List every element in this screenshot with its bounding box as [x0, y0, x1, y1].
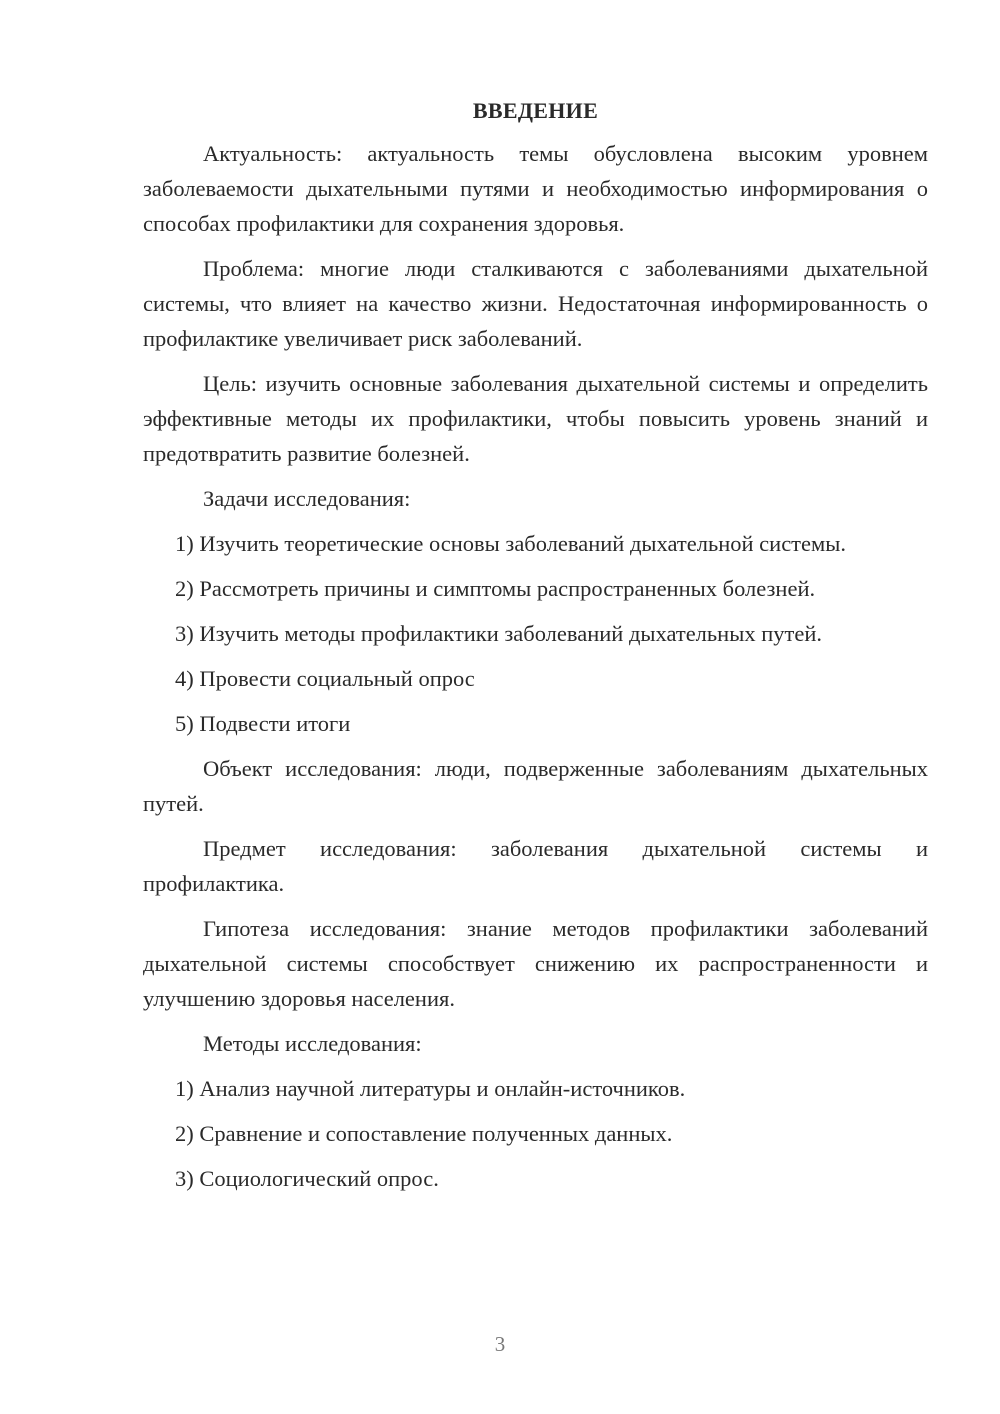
- document-page: [143, 95, 928, 1206]
- subject-paragraph: Предмет исследования: заболевания дыхательной системы и профилактика.: [143, 836, 928, 896]
- document-title: ВВЕДЕНИЕ: [472, 98, 599, 123]
- methods-list: [143, 1071, 928, 1196]
- list-item: 4) Провести социальный опрос: [175, 666, 475, 691]
- problem-paragraph: Проблема: многие люди сталкиваются с заболеваниями дыхательной системы, что влияет на качество жизни. Недостаточная информированность о профилактике увеличивает риск заболеваний.: [143, 256, 928, 351]
- tasks-heading: Задачи исследования:: [203, 486, 411, 511]
- list-item: 1) Анализ научной литературы и онлайн-источников.: [175, 1076, 686, 1101]
- list-item: 2) Сравнение и сопоставление полученных данных.: [175, 1121, 673, 1146]
- list-item: 3) Социологический опрос.: [175, 1166, 439, 1191]
- object-paragraph: Объект исследования: люди, подверженные заболеваниям дыхательных путей.: [143, 756, 928, 816]
- hypothesis-paragraph: Гипотеза исследования: знание методов профилактики заболеваний дыхательной системы способствует снижению их распространенности и улучшению здоровья населения.: [143, 916, 928, 1011]
- goal-paragraph: Цель: изучить основные заболевания дыхательной системы и определить эффективные методы их профилактики, чтобы повысить уровень знаний и предотвратить развитие болезней.: [143, 371, 928, 466]
- methods-heading: Методы исследования:: [203, 1031, 422, 1056]
- list-item: 3) Изучить методы профилактики заболеваний дыхательных путей.: [175, 621, 822, 646]
- list-item: 2) Рассмотреть причины и симптомы распространенных болезней.: [175, 576, 816, 601]
- list-item: 5) Подвести итоги: [175, 711, 351, 736]
- tasks-list: [143, 526, 928, 741]
- relevance-paragraph: Актуальность: актуальность темы обусловлена высоким уровнем заболеваемости дыхательными путями и необходимостью информирования о способах профилактики для сохранения здоровья.: [143, 141, 928, 236]
- list-item: 1) Изучить теоретические основы заболеваний дыхательной системы.: [175, 531, 846, 556]
- page-number: 3: [494, 1332, 506, 1356]
